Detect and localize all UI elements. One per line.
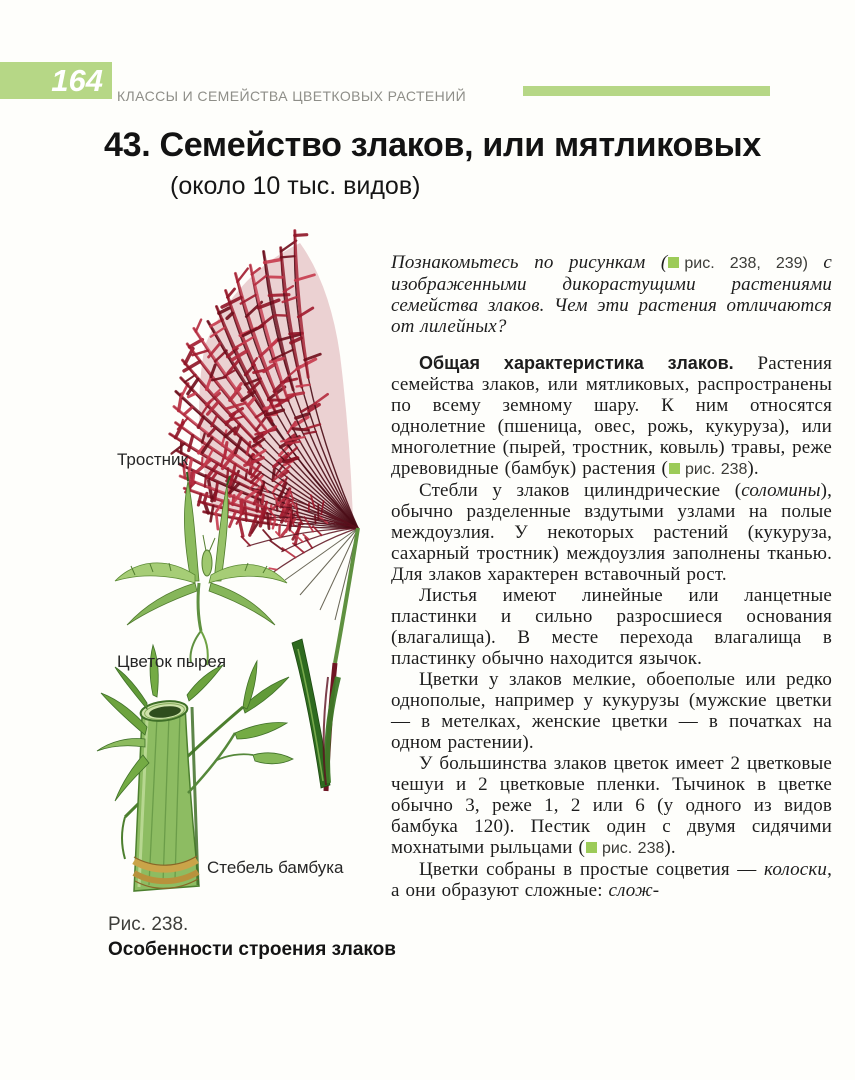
paragraph	[391, 480, 832, 585]
paragraph	[391, 585, 832, 669]
text-span: Растения семейства злаков, или мятликовых, распространены по всему земному шару. К ним относятся однолетние (пшеница, овес, рожь, кукуруза), или многолетние (пырей, тростник, ковыль) травы, реже древовидные (бамбук) растения (	[391, 353, 832, 479]
article-text	[391, 252, 832, 901]
paragraph	[391, 753, 832, 859]
text-span: соломины	[741, 480, 821, 501]
paragraph	[391, 353, 832, 480]
text-span: Познакомьтесь по рисункам (	[391, 252, 668, 273]
figure-caption-title: Особенности строения злаков	[108, 939, 396, 960]
figure-caption	[108, 914, 408, 961]
text-span: Цветки у злаков мелкие, обоеполые или редко однополые, например у кукурузы (мужские цветки — в метелках, женские цветки — в початках на одном растении).	[391, 669, 832, 753]
paragraph	[391, 859, 832, 901]
text-span: Листья имеют линейные или ланцетные пластинки и сильно разросшиеся основания (влагалища). В месте перехода влагалища в пластинку обычно находится язычок.	[391, 585, 832, 669]
bamboo-stem-art	[97, 645, 293, 891]
figure-ref-text: рис. 238	[684, 461, 748, 478]
text-span: , а они образуют сложные:	[391, 859, 832, 901]
text-span: ).	[747, 458, 759, 479]
chapter-title: 43. Семейство злаков, или мятликовых	[104, 126, 761, 164]
page-number-box	[0, 62, 112, 99]
running-header: КЛАССЫ И СЕМЕЙСТВА ЦВЕТКОВЫХ РАСТЕНИЙ	[117, 88, 467, 104]
figure-caption-number: Рис. 238.	[108, 914, 189, 935]
chapter-subtitle: (около 10 тыс. видов)	[170, 172, 421, 200]
page-number: 164	[51, 63, 103, 98]
header-green-bar	[523, 86, 770, 96]
figure-ref-square-icon	[669, 463, 680, 474]
text-span: ), обычно разделенные вздутыми узлами на полые междоузлия. У некоторых растений (кукуруза, сахарный тростник) междоузлия заполнены тканью. Для злаков характерен вставочный рост.	[391, 480, 832, 585]
text-span: ).	[664, 837, 676, 858]
figure-label-wheatgrass: Цветок пырея	[117, 652, 227, 671]
text-span: с изображенными дикорастущими растениями семейства злаков. Чем эти растения отличаются от лилейных?	[391, 252, 832, 337]
figure-ref-text: рис. 238	[601, 840, 665, 857]
figure-238-illustration	[95, 225, 380, 910]
text-span: У большинства злаков цветок имеет 2 цветковые чешуи и 2 цветковые пленки. Тычинок в цветке обычно 3, реже 1, 2 или 6 (у одного из видов бамбука 120). Пестик один с двумя сидячими мохнатыми рыльцами (	[391, 753, 832, 858]
figure-ref-text: рис. 238, 239)	[684, 255, 808, 272]
paragraph	[391, 669, 832, 753]
text-span: Цветки собраны в простые соцветия —	[419, 859, 764, 880]
text-span: Стебли у злаков цилиндрические (	[419, 480, 742, 501]
text-span: Общая характеристика злаков.	[419, 353, 758, 373]
figure-label-reed: Тростник	[117, 450, 188, 469]
figure-ref-square-icon	[668, 257, 679, 268]
text-span: слож-	[608, 880, 660, 901]
figure-label-bamboo: Стебель бамбука	[207, 858, 344, 877]
text-span: колоски	[764, 859, 828, 880]
paragraph	[391, 252, 832, 337]
figure-ref-square-icon	[586, 842, 597, 853]
